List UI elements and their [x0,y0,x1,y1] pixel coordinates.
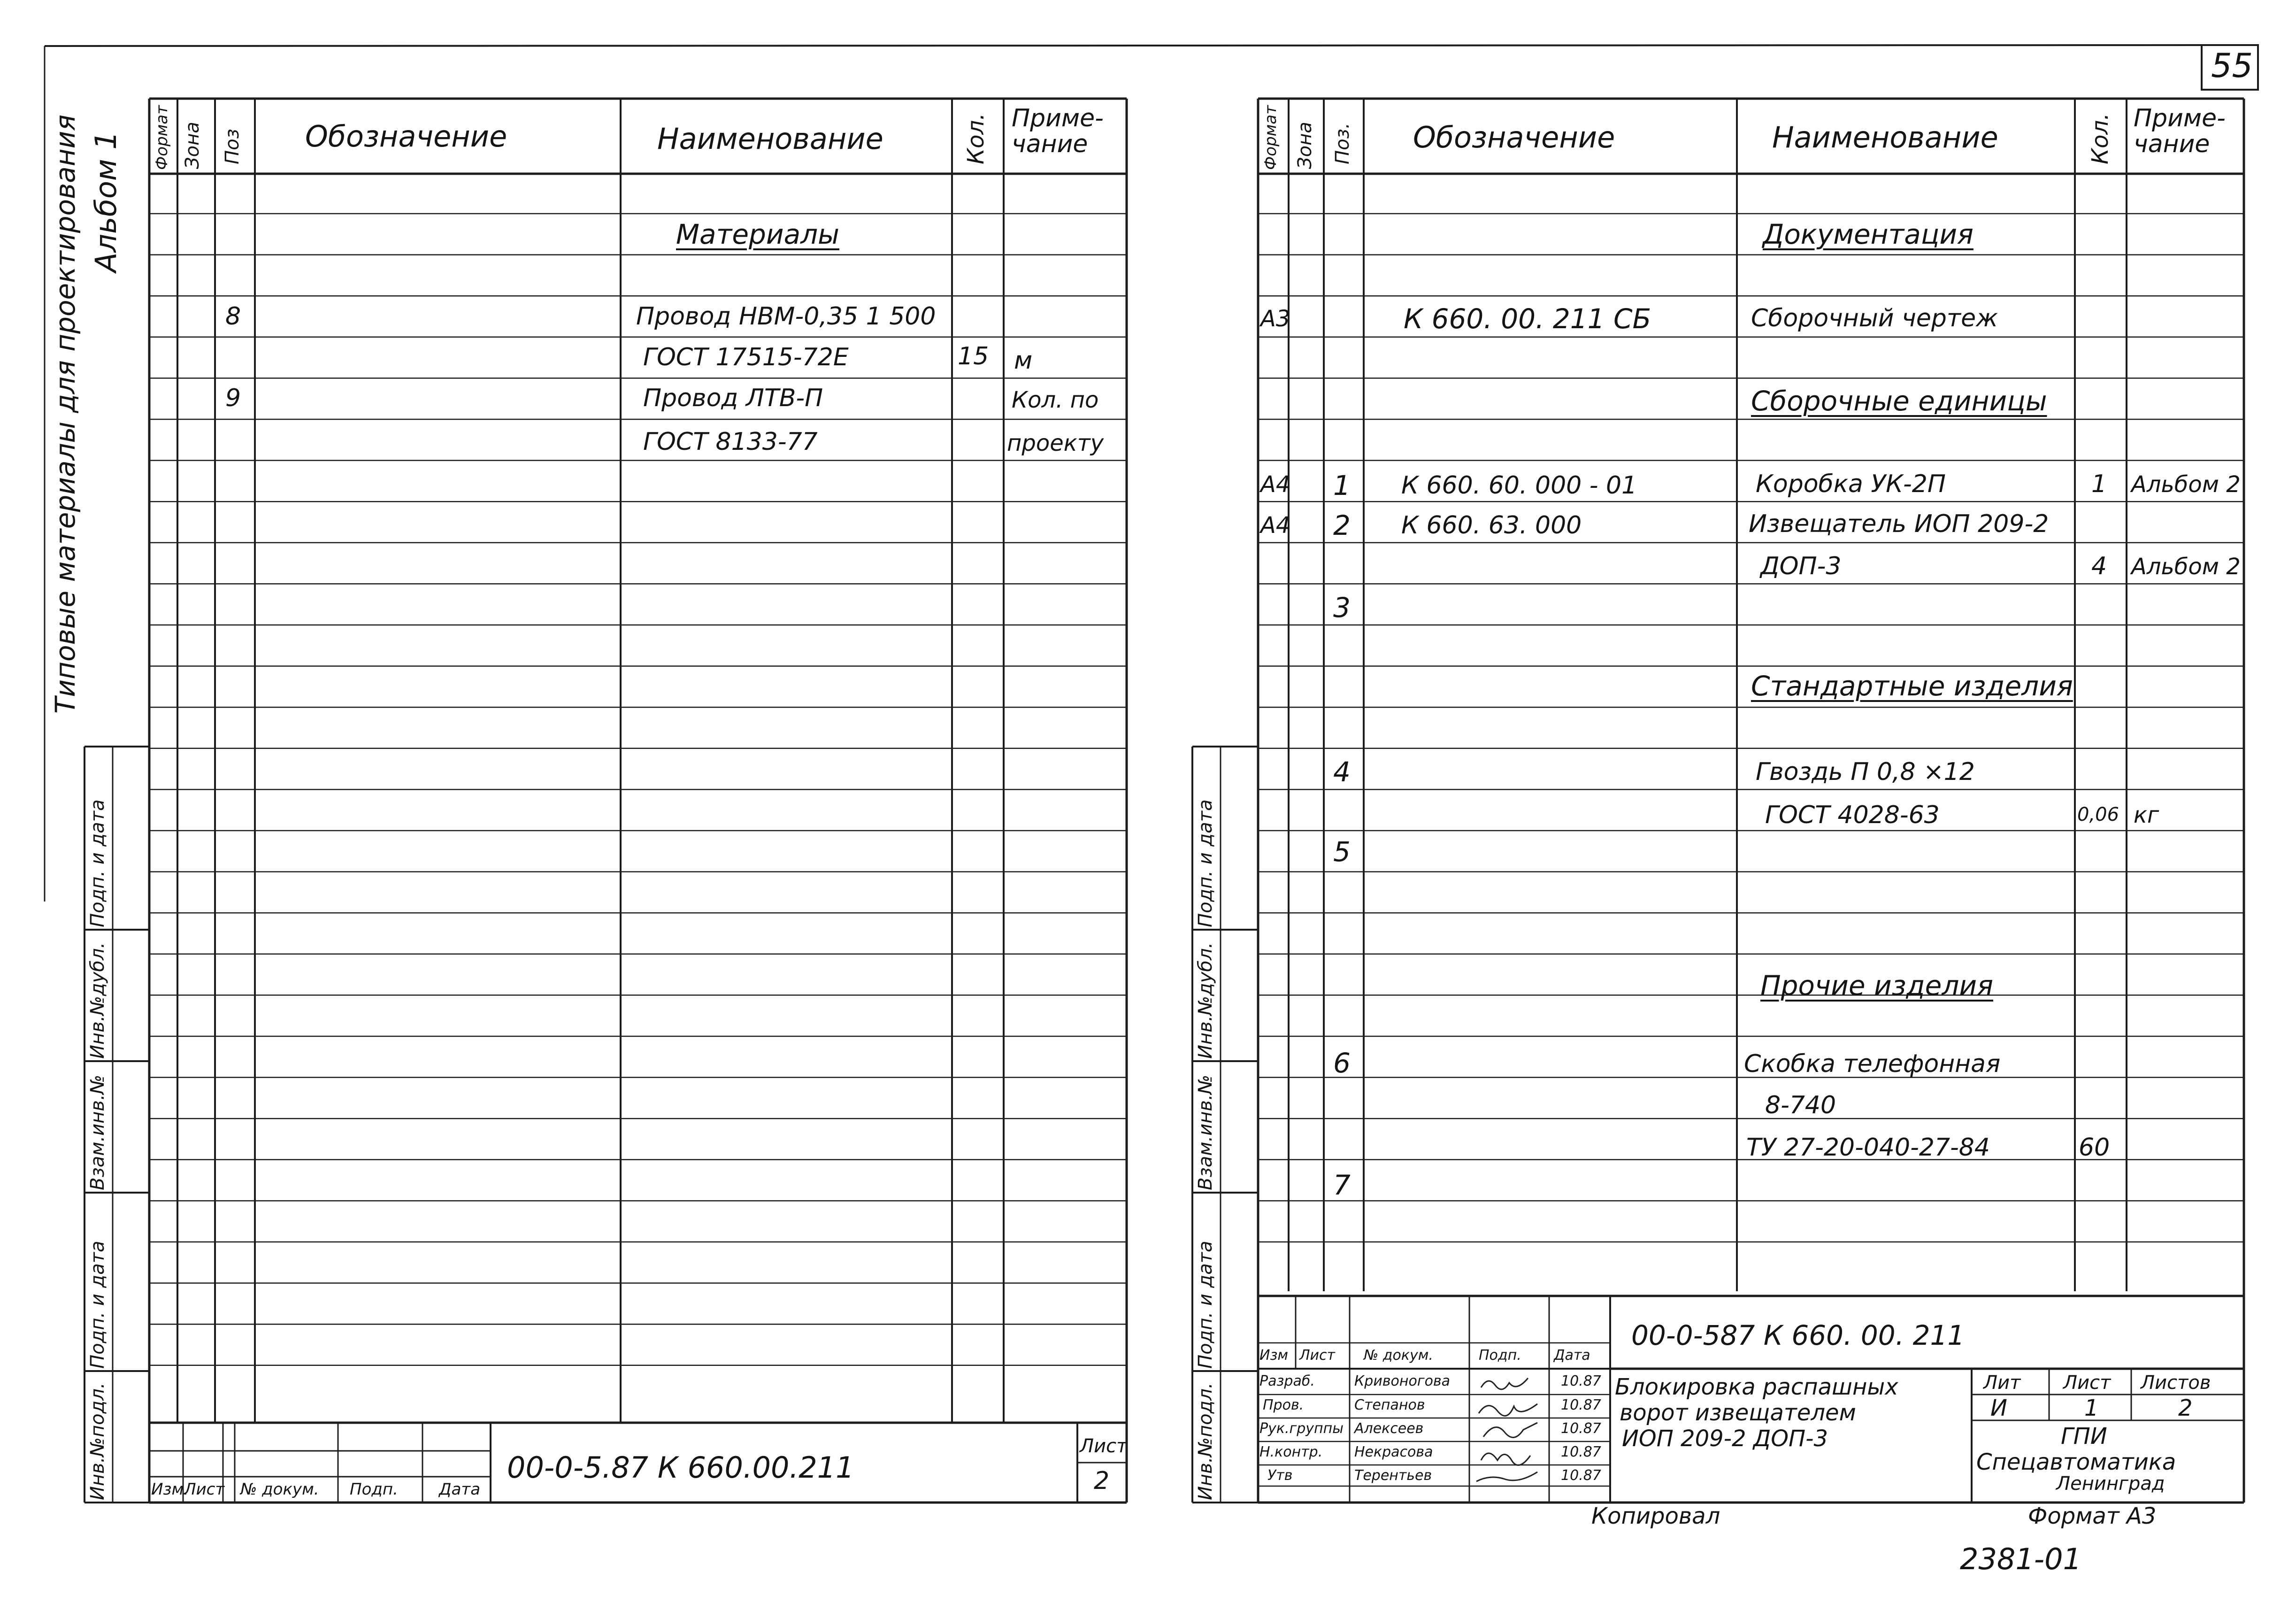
left-header-name: Наименование [657,122,883,156]
title-block-org-line: Ленинград [2056,1473,2165,1495]
right-row-designation: К 660. 60. 000 - 01 [1401,471,1637,500]
right-header-designation: Обозначение [1413,120,1615,154]
title-block-title-line: ворот извещателем [1620,1400,1856,1426]
title-person: Алексеев [1354,1420,1424,1437]
left-header-zone: Зона [182,122,203,169]
title-role: Утв [1267,1467,1293,1484]
right-row-designation: К 660. 00. 211 СБ [1404,303,1651,335]
right-row-format: А4 [1260,471,1290,498]
left-row-note: проекту [1007,430,1104,456]
right-row-note: кг [2134,802,2159,828]
right-side-stamp-sign-date-1: Подп. и дата [1195,799,1216,927]
right-row-name: ДОП-3 [1760,552,1842,580]
left-header-format: Формат [153,105,171,170]
right-header-zone: Зона [1294,122,1316,169]
left-stamp-sheet-label: Лист [1080,1435,1128,1457]
right-header-format: Формат [1261,105,1280,170]
right-side-stamp-dup-inv: Инв.№дубл. [1195,942,1216,1059]
right-row-pos: 3 [1333,592,1351,624]
right-row-note: Альбом 2 [2131,554,2241,580]
right-row-name: Скобка телефонная [1744,1050,2001,1078]
right-row-pos: 5 [1333,836,1351,868]
right-section-assemblies: Сборочные единицы [1751,385,2047,417]
title-date: 10.87 [1561,1467,1601,1484]
left-row-name: ГОСТ 8133-77 [643,428,818,456]
right-row-format: А3 [1260,306,1290,332]
side-stamp-orig-inv: Инв.№подл. [87,1382,108,1500]
side-stamp-sign-date-2: Подп. и дата [87,1241,108,1369]
right-header-name: Наименование [1772,120,1998,154]
title-col-sheet: Лист [1299,1347,1336,1364]
title-col-doc: № докум. [1364,1347,1433,1364]
title-col-change: Изм [1259,1347,1289,1364]
right-row-pos: 6 [1333,1047,1351,1079]
right-section-other: Прочие изделия [1760,970,1993,1002]
footer-doc-number: 2381-01 [1960,1542,2082,1576]
album-label: Альбом 1 [89,131,123,272]
left-row-name: Провод ЛТВ-П [643,384,823,412]
left-row-name: Провод НВМ-0,35 1 500 [636,302,936,331]
right-row-name: Коробка УК-2П [1756,470,1946,498]
title-block-lit-label: Лит [1983,1372,2021,1394]
right-row-name: 8-740 [1765,1091,1836,1119]
right-row-format: А4 [1260,512,1290,539]
left-stamp-col-sign: Подп. [350,1480,398,1499]
right-row-name: Извещатель ИОП 209-2 [1749,510,2049,538]
left-header-designation: Обозначение [305,119,507,154]
right-row-name: Сборочный чертеж [1751,304,1998,332]
title-date: 10.87 [1561,1397,1601,1413]
title-date: 10.87 [1561,1420,1601,1437]
title-block-org-line: Спецавтоматика [1976,1449,2176,1475]
left-stamp-col-date: Дата [439,1480,481,1499]
left-stamp-col-sheet: Лист [184,1480,225,1499]
title-block-title-line: ИОП 209-2 ДОП-3 [1622,1426,1828,1452]
right-row-name: ТУ 27-20-040-27-84 [1746,1133,1990,1162]
right-side-stamp-orig-inv: Инв.№подл. [1195,1382,1216,1500]
left-header-qty: Кол. [963,113,989,164]
right-row-designation: К 660. 63. 000 [1401,511,1582,539]
title-block-lit: И [1990,1395,2007,1421]
right-side-stamp-sign-date-2: Подп. и дата [1195,1241,1216,1369]
left-row-pos: 8 [225,302,241,331]
title-block-sheets-label: Листов [2141,1372,2211,1394]
title-col-date: Дата [1554,1347,1590,1364]
left-row-name: ГОСТ 17515-72Е [643,343,849,371]
title-role: Н.контр. [1259,1444,1323,1460]
title-role: Пров. [1263,1397,1304,1413]
title-person: Степанов [1354,1397,1425,1413]
title-block-sheets: 2 [2178,1395,2193,1421]
left-stamp-sheet-number: 2 [1094,1467,1110,1495]
right-row-pos: 7 [1333,1169,1351,1201]
left-header-pos: Поз [222,129,243,164]
album-title: Типовые материалы для проектирования [49,114,81,714]
left-stamp-col-change: Изм. [151,1480,189,1499]
left-stamp-code: 00-0-5.87 К 660.00.211 [507,1450,854,1485]
side-stamp-dup-inv: Инв.№дубл. [87,942,108,1059]
title-role: Разраб. [1259,1373,1315,1389]
right-section-documentation: Документация [1763,218,1973,250]
title-person: Некрасова [1354,1444,1433,1460]
right-row-name: Гвоздь П 0,8 ×12 [1756,758,1975,786]
title-block-sheet-label: Лист [2063,1372,2111,1394]
title-person: Кривоногова [1354,1373,1451,1389]
right-row-qty: 0,06 [2077,804,2119,825]
left-header-note: Приме- чание [1012,104,1104,158]
right-row-name: ГОСТ 4028-63 [1765,801,1940,829]
right-row-note: Альбом 2 [2131,471,2241,498]
title-col-sign: Подп. [1479,1347,1521,1364]
side-stamp-sign-date-1: Подп. и дата [87,799,108,927]
right-header-note: Приме- чание [2134,104,2226,158]
left-row-qty: 15 [958,342,989,370]
title-role: Рук.группы [1259,1420,1344,1437]
right-row-pos: 4 [1333,756,1351,788]
footer-format: Формат А3 [2028,1503,2157,1529]
title-date: 10.87 [1561,1373,1601,1389]
page-number: 55 [2211,46,2253,85]
title-block-sheet: 1 [2084,1395,2099,1421]
right-side-stamp-repl-inv: Взам.инв.№ [1195,1074,1216,1190]
right-row-pos: 2 [1333,509,1351,541]
title-person: Терентьев [1354,1467,1432,1484]
side-stamp-repl-inv: Взам.инв.№ [87,1074,108,1190]
left-stamp-col-doc: № докум. [240,1480,319,1499]
right-row-qty: 1 [2091,470,2107,498]
left-row-note: Кол. по [1012,387,1099,413]
right-row-qty: 4 [2091,552,2107,580]
title-block-title-line: Блокировка распашных [1615,1374,1898,1400]
right-section-standard: Стандартные изделия [1751,670,2073,702]
footer-copied: Копировал [1591,1503,1720,1529]
right-header-pos: Поз. [1332,123,1353,164]
left-section-materials: Материалы [676,218,839,250]
right-row-pos: 1 [1333,470,1351,501]
right-header-qty: Кол. [2087,113,2113,164]
title-block-org-line: ГПИ [2061,1423,2107,1449]
left-row-note: м [1014,347,1033,375]
signatures-drawing [1472,1371,1549,1486]
right-row-qty: 60 [2079,1133,2110,1162]
left-row-pos: 9 [225,384,241,412]
title-block-code: 00-0-587 К 660. 00. 211 [1631,1319,1965,1351]
title-date: 10.87 [1561,1444,1601,1460]
